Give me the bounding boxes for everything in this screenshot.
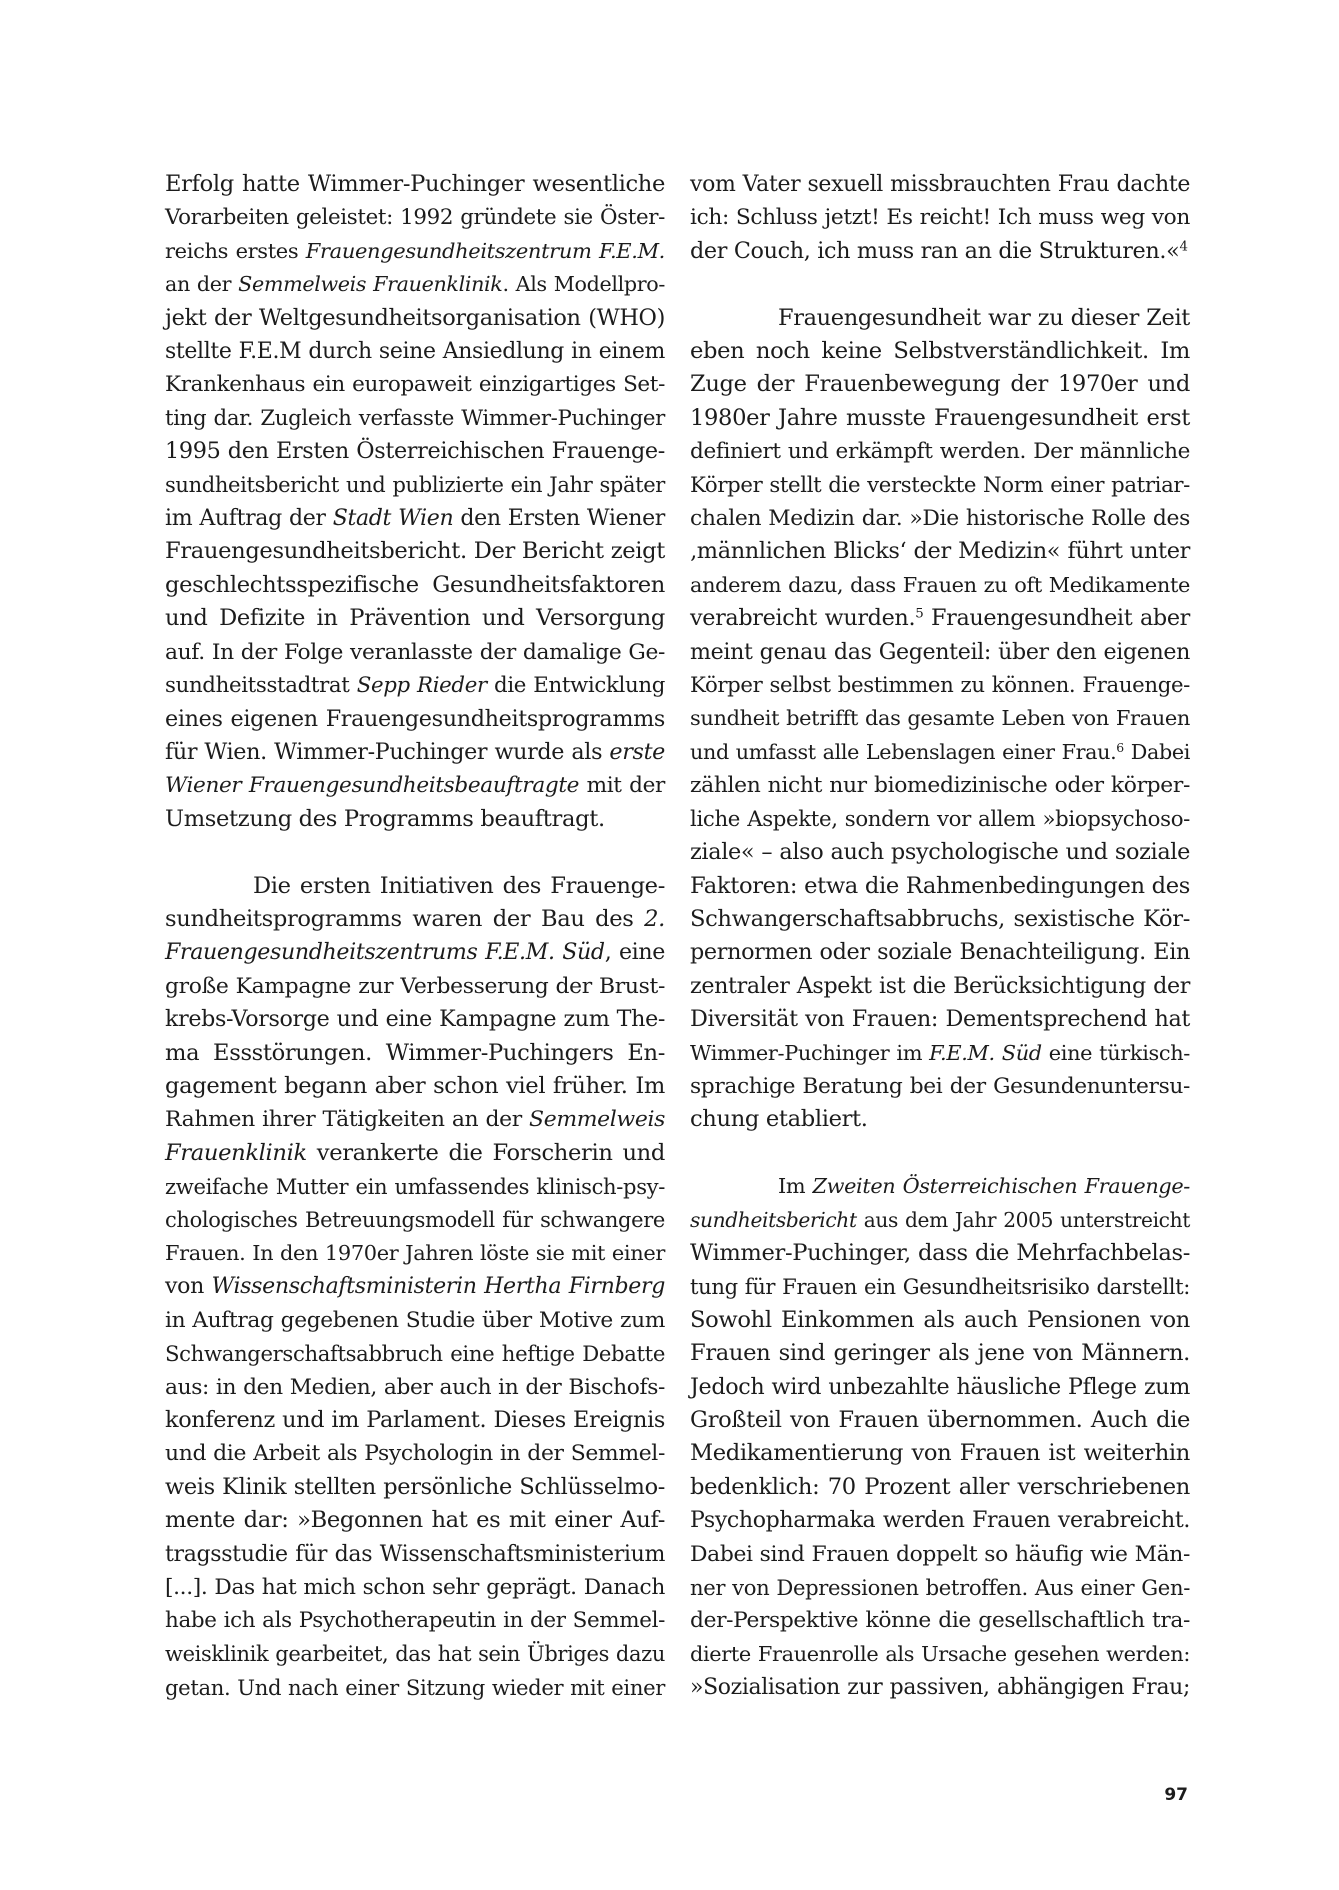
text-line: Frauengesundheitszentrums F.E.M. Süd, eine (165, 939, 665, 966)
text-line: Körper stellt die versteckte Norm einer patriar- (690, 472, 1190, 498)
italic-term: Semmelweis (529, 1107, 665, 1133)
text-line: Körper selbst bestimmen zu können. Frauenge- (690, 673, 1190, 699)
text-line: ich: Schluss jetzt! Es reicht! Ich muss weg von (690, 205, 1190, 231)
text-line: bedenklich: 70 Prozent aller verschriebenen (690, 1473, 1190, 1500)
text-line: eines eigenen Frauengesundheitsprogramms (165, 705, 665, 732)
text-line: Frauenklinik verankerte die Forscherin und (165, 1139, 665, 1166)
text-line: tragsstudie für das Wissenschaftsministerium (165, 1541, 665, 1567)
italic-term: Frauengesundheitszentrum F.E.M. (305, 238, 666, 263)
text-line: krebs-Vorsorge und eine Kampagne zum The- (165, 1006, 665, 1033)
text-line: Faktoren: etwa die Rahmenbedingungen des (690, 872, 1190, 899)
italic-term: 2. (644, 905, 665, 932)
text-line: ziale« – also auch psychologische und soziale (690, 839, 1190, 866)
text-line: im Auftrag der Stadt Wien den Ersten Wiener (165, 506, 665, 532)
text-line: ner von Depressionen betroffen. Aus einer Gen- (690, 1575, 1190, 1601)
text-line: sundheitsbericht und publizierte ein Jahr später (165, 472, 665, 497)
italic-term: F.E.M. Süd (929, 1040, 1042, 1065)
text-line: Krankenhaus ein europaweit einzigartiges Set- (165, 372, 665, 398)
text-line: sundheitsprogramms waren der Bau des 2. (165, 905, 665, 932)
text-line: 1995 den Ersten Österreichischen Frauenge- (165, 438, 665, 465)
text-line: zentraler Aspekt ist die Berücksichtigung der (690, 972, 1190, 999)
text-line: Schwangerschaftsabbruch eine heftige Debatte (165, 1341, 665, 1367)
text-line: reichs erstes Frauengesundheitszentrum F.E.M. (165, 238, 666, 263)
text-line: chung etabliert. (690, 1106, 868, 1133)
text-line: ma Essstörungen. Wimmer-Puchingers En- (165, 1039, 665, 1066)
text-line: Frauengesundheit war zu dieser Zeit (778, 304, 1190, 331)
text-line: geschlechtsspezifische Gesundheitsfaktoren (165, 571, 665, 598)
text-line: Rahmen ihrer Tätigkeiten an der Semmelweis (165, 1107, 665, 1133)
footnote-marker: 4 (1179, 239, 1188, 255)
text-line: der-Perspektive könne die gesellschaftlich tra- (690, 1608, 1190, 1634)
text-line: Erfolg hatte Wimmer-Puchinger wesentliche (165, 171, 665, 197)
text-line: an der Semmelweis Frauenklinik. Als Modellpro- (165, 272, 665, 297)
text-line: sundheitsstadtrat Sepp Rieder die Entwicklung (165, 673, 665, 699)
text-line: auf. In der Folge veranlasste der damalige Ge- (165, 639, 665, 665)
text-line: Frauen sind geringer als jene von Männern. (690, 1340, 1190, 1367)
italic-term: Wiener Frauengesundheitsbeauftragte (165, 773, 580, 799)
text-line: weisklinik gearbeitet, das hat sein Übriges dazu (165, 1641, 665, 1666)
text-line: von Wissenschaftsministerin Hertha Firnberg (165, 1274, 665, 1300)
italic-term: Wissenschaftsministerin Hertha Firnberg (211, 1274, 665, 1300)
paragraph (690, 168, 1190, 268)
text-line: jekt der Weltgesundheitsorganisation (WHO) (165, 304, 665, 331)
text-line: definiert und erkämpft werden. Der männliche (690, 439, 1190, 465)
text-line: Vorarbeiten geleistet: 1992 gründete sie Öster- (165, 205, 665, 231)
italic-term: Frauenklinik (165, 1139, 307, 1166)
italic-term: Frauengesundheitszentrums F.E.M. Süd (165, 939, 605, 966)
right-column (690, 168, 1190, 1705)
text-line: Frauengesundheitsbericht. Der Bericht zeigt (165, 538, 665, 565)
text-line: aus: in den Medien, aber auch in der Bischofs- (165, 1374, 665, 1400)
text-line: »Sozialisation zur passiven, abhängigen Frau; (690, 1675, 1190, 1701)
text-line: gagement begann aber schon viel früher. Im (165, 1072, 665, 1099)
paragraph (690, 302, 1190, 1137)
text-line: pernormen oder soziale Benachteiligung. Ein (690, 939, 1190, 966)
text-line: weis Klinik stellten persönliche Schlüsselmo- (165, 1473, 665, 1500)
footnote-marker: 5 (915, 606, 924, 622)
text-line: Großteil von Frauen übernommen. Auch die (690, 1407, 1190, 1433)
text-line: ting dar. Zugleich verfasste Wimmer-Puchinger (165, 405, 665, 431)
text-line: Dabei sind Frauen doppelt so häufig wie Män- (690, 1541, 1190, 1567)
text-line: 1980er Jahre musste Frauengesundheit erst (690, 404, 1190, 431)
italic-term: Sepp Rieder (356, 673, 487, 699)
text-line: Wimmer-Puchinger, dass die Mehrfachbelas- (690, 1239, 1190, 1266)
text-line: dierte Frauenrolle als Ursache gesehen werden: (690, 1641, 1190, 1666)
paragraph (165, 168, 665, 836)
text-line: der Couch, ich muss ran an die Strukturen.«$^4$ (690, 237, 1188, 264)
text-line: ‚männlichen Blicks‘ der Medizin« führt unter (690, 538, 1190, 565)
text-line: liche Aspekte, sondern vor allem »biopsychoso- (690, 806, 1190, 832)
text-line: Wiener Frauengesundheitsbeauftragte mit der (165, 773, 665, 799)
text-line: Frauen. In den 1970er Jahren löste sie mit einer (165, 1240, 665, 1265)
text-line: chologisches Betreuungsmodell für schwangere (165, 1207, 665, 1232)
left-column (165, 168, 665, 1705)
text-line: und Defizite in Prävention und Versorgung (165, 605, 665, 632)
footnote-marker: 6 (1116, 740, 1124, 756)
text-line: konferenz und im Parlament. Dieses Ereignis (165, 1407, 665, 1434)
text-line: Wimmer-Puchinger im F.E.M. Süd eine türkisch- (690, 1040, 1190, 1065)
text-line: große Kampagne zur Verbesserung der Brust- (165, 973, 665, 999)
text-line: und umfasst alle Lebenslagen einer Frau.$^6$ Dabei (690, 739, 1190, 764)
italic-term: erste (609, 738, 665, 765)
text-line: habe ich als Psychotherapeutin in der Semmel- (165, 1608, 665, 1634)
text-line: zählen nicht nur biomedizinische oder körper- (690, 773, 1190, 799)
text-line: sundheit betrifft das gesamte Leben von Frauen (690, 706, 1190, 731)
text-line: anderem dazu, dass Frauen zu oft Medikamente (690, 572, 1190, 597)
text-line: getan. Und nach einer Sitzung wieder mit einer (165, 1675, 665, 1701)
text-line: tung für Frauen ein Gesundheitsrisiko darstellt: (690, 1274, 1190, 1300)
text-line: Jedoch wird unbezahlte häusliche Pflege zum (690, 1373, 1190, 1400)
text-line: sundheitsbericht aus dem Jahr 2005 unterstreicht (690, 1207, 1190, 1232)
paragraph (165, 870, 665, 1705)
italic-term: sundheitsbericht (690, 1207, 857, 1232)
page-number: 97 (1164, 1785, 1188, 1805)
text-line: Schwangerschaftsabbruchs, sexistische Kör- (690, 905, 1190, 932)
text-line: vom Vater sexuell missbrauchten Frau dachte (690, 172, 1190, 197)
text-line: für Wien. Wimmer-Puchinger wurde als erste (165, 738, 665, 765)
text-line: Im Zweiten Österreichischen Frauenge- (778, 1174, 1190, 1199)
text-line: in Auftrag gegebenen Studie über Motive zum (165, 1307, 665, 1333)
text-line: verabreicht wurden.$^5$ Frauengesundheit aber (690, 605, 1190, 632)
paragraph (690, 1170, 1190, 1705)
text-line: zweifache Mutter ein umfassendes klinisch-psy- (165, 1174, 665, 1200)
text-line: stellte F.E.M durch seine Ansiedlung in einem (165, 339, 665, 365)
text-line: mente dar: »Begonnen hat es mit einer Auf- (165, 1507, 665, 1534)
text-line: eben noch keine Selbstverständlichkeit. Im (690, 338, 1190, 365)
italic-term: Stadt Wien (332, 506, 454, 532)
text-line: Umsetzung des Programms beauftragt. (165, 805, 605, 832)
text-line: Diversität von Frauen: Dementsprechend hat (690, 1006, 1190, 1033)
italic-term: Zweiten Österreichischen Frauenge- (812, 1174, 1190, 1199)
text-line: chalen Medizin dar. »Die historische Rolle des (690, 506, 1190, 532)
italic-term: Semmelweis Frauenklinik (238, 272, 503, 297)
text-line: Psychopharmaka werden Frauen verabreicht. (690, 1508, 1190, 1534)
text-line: und die Arbeit als Psychologin in der Semmel- (165, 1441, 665, 1467)
text-line: [...]. Das hat mich schon sehr geprägt. Danach (165, 1575, 665, 1601)
text-line: meint genau das Gegenteil: über den eigenen (690, 638, 1190, 665)
text-line: sprachige Beratung bei der Gesundenuntersu- (690, 1073, 1190, 1099)
text-line: Die ersten Initiativen des Frauenge- (253, 872, 665, 899)
text-line: Zuge der Frauenbewegung der 1970er und (690, 371, 1190, 398)
text-line: Medikamentierung von Frauen ist weiterhin (690, 1440, 1190, 1467)
text-line: Sowohl Einkommen als auch Pensionen von (690, 1306, 1190, 1333)
